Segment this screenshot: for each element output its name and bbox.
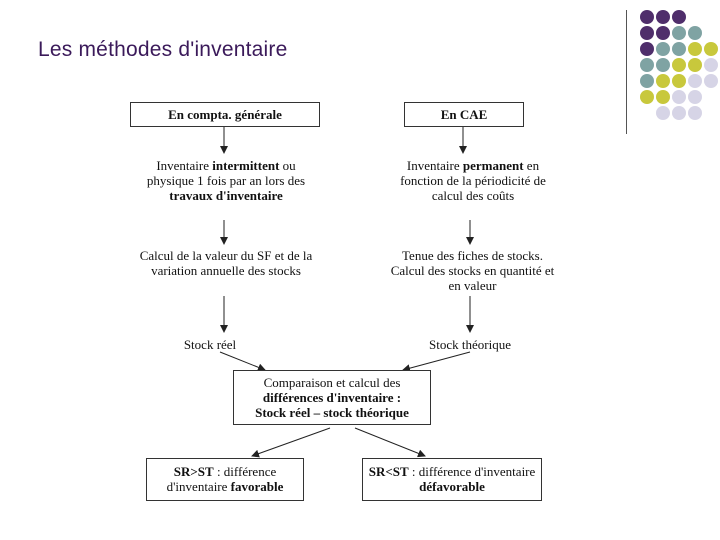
outcome-defavorable-box [362,458,542,501]
left-header-label: En compta. générale [168,107,282,122]
comparison-line-1: Comparaison et calcul des [263,375,401,390]
outcome-defavorable-bold-1: SR<ST [368,464,409,479]
left-step1-plain-1: Inventaire [156,158,213,173]
left-step1-bold-2: travaux d'inventaire [169,188,283,203]
right-header-box [404,102,524,127]
right-step1-bold-1: permanent [462,158,524,173]
right-step1-plain-1: Inventaire [406,158,463,173]
outcome-favorable-bold-2: favorable [230,479,284,494]
comparison-line-3: Stock réel – stock théorique [255,405,409,420]
comparison-line-2: différences d'inventaire : [262,390,402,405]
left-step1-text [136,158,316,203]
outcome-favorable-plain: : différence d'inventaire [166,464,277,494]
right-header-label: En CAE [440,107,488,122]
arrow-to-outcome-left [252,428,330,456]
outcome-favorable-bold-1: SR>ST [173,464,214,479]
left-step2-text: Calcul de la valeur du SF et de la variation annuelle des stocks [139,248,313,278]
right-step2-text: Tenue des fiches de stocks. Calcul des stocks en quantité et en valeur [390,248,555,293]
left-header-box [130,102,320,127]
comparison-box [233,370,431,425]
left-result-text: Stock réel [183,337,237,352]
arrow-to-outcome-right [355,428,425,456]
left-step1-bold-1: intermittent [212,158,280,173]
outcome-favorable-box [146,458,304,501]
page-title: Les méthodes d'inventaire [38,38,288,61]
left-step1-plain-2: ou physique 1 fois par an lors des [146,158,306,188]
right-step1-plain-2: en fonction de la périodicité de calcul des coûts [400,158,546,203]
outcome-defavorable-bold-2: défavorable [419,479,485,494]
arrow-to-compare-left [220,352,265,370]
right-step1-text [393,158,553,203]
outcome-defavorable-plain: : différence d'inventaire [408,464,536,479]
right-result-text: Stock théorique [429,337,511,352]
arrow-to-compare-right [403,352,470,370]
